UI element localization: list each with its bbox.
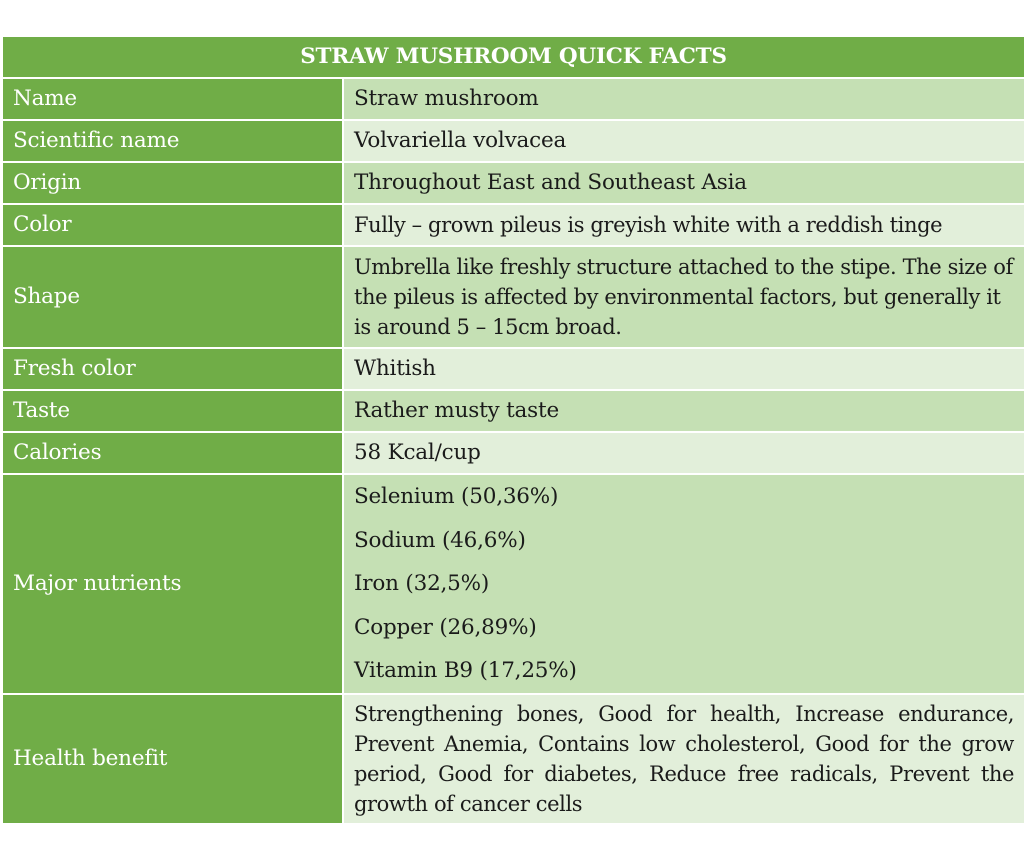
- row-value-taste: Rather musty taste: [343, 390, 1025, 432]
- nutrient-item: Sodium (46,6%): [354, 527, 526, 553]
- table-row-color: [2, 204, 1025, 246]
- row-value-major-nutrients: [343, 474, 1025, 694]
- table-row-major-nutrients: [2, 474, 1025, 694]
- table-row-health-benefit: [2, 694, 1025, 824]
- table-row-fresh-color: [2, 348, 1025, 390]
- row-value-health-benefit: Strengthening bones, Good for health, Increase endurance, Prevent Anemia, Contains low cholesterol, Good for the grow period, Good for diabetes, Reduce free radicals, Prevent the growth of cancer cells: [343, 694, 1025, 824]
- nutrient-item: Iron (32,5%): [354, 571, 490, 597]
- row-label-taste: Taste: [2, 390, 343, 432]
- row-label-scientific-name: Scientific name: [2, 120, 343, 162]
- row-label-origin: Origin: [2, 162, 343, 204]
- nutrient-item: Selenium (50,36%): [354, 484, 559, 509]
- row-value-calories: 58 Kcal/cup: [343, 432, 1025, 474]
- nutrient-item: Vitamin B9 (17,25%): [354, 658, 577, 684]
- table-row-origin: [2, 162, 1025, 204]
- table-row-scientific-name: [2, 120, 1025, 162]
- row-value-name: Straw mushroom: [343, 78, 1025, 120]
- table-title-row: [2, 36, 1025, 78]
- row-label-major-nutrients: Major nutrients: [2, 474, 343, 694]
- row-value-scientific-name: Volvariella volvacea: [343, 120, 1025, 162]
- row-value-shape: Umbrella like freshly structure attached to the stipe. The size of the pileus is affected by environmental factors, but generally it is around 5 – 15cm broad.: [343, 246, 1025, 348]
- nutrient-item: Copper (26,89%): [354, 614, 537, 640]
- row-value-origin: Throughout East and Southeast Asia: [343, 162, 1025, 204]
- row-label-shape: Shape: [2, 246, 343, 348]
- row-label-health-benefit: Health benefit: [2, 694, 343, 824]
- row-value-fresh-color: Whitish: [343, 348, 1025, 390]
- row-label-fresh-color: Fresh color: [2, 348, 343, 390]
- table-row-calories: [2, 432, 1025, 474]
- row-label-calories: Calories: [2, 432, 343, 474]
- table-row-taste: [2, 390, 1025, 432]
- row-label-color: Color: [2, 204, 343, 246]
- row-label-name: Name: [2, 78, 343, 120]
- table-title: STRAW MUSHROOM QUICK FACTS: [2, 36, 1025, 78]
- table-row-shape: [2, 246, 1025, 348]
- table-row-name: [2, 78, 1025, 120]
- row-value-color: Fully – grown pileus is greyish white with a reddish tinge: [343, 204, 1025, 246]
- quick-facts-table: [1, 35, 1025, 825]
